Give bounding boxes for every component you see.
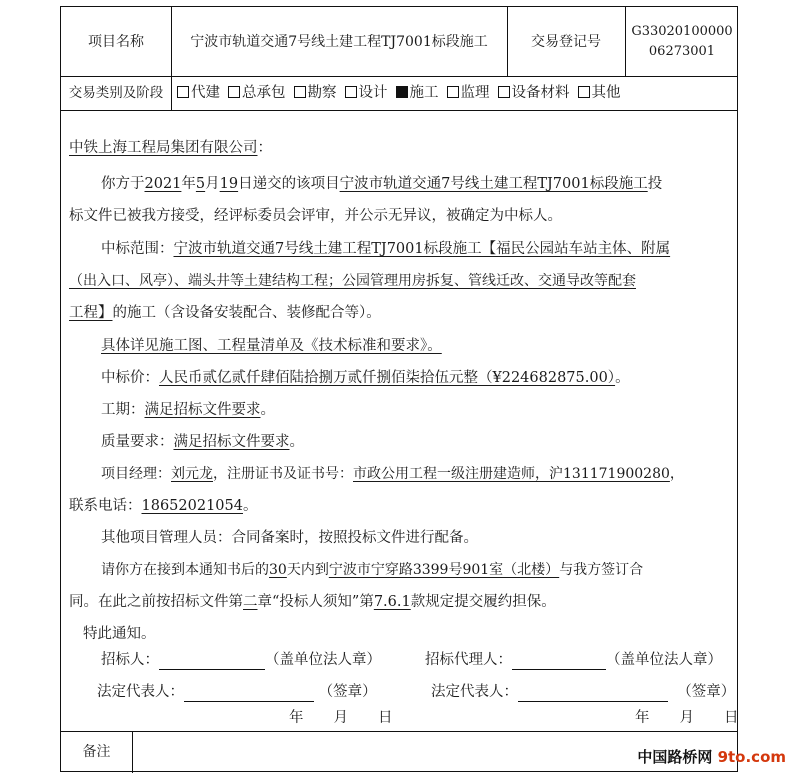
scope-line2: （出入口、风亭）、端头井等土建结构工程；公园管理用房拆复、管线迁改、交通导改等配套 xyxy=(69,273,636,289)
category-option[interactable] xyxy=(337,85,388,101)
details-line: 具体详见施工图、工程量清单及《技术标准和要求》。 xyxy=(101,338,442,354)
category-option[interactable] xyxy=(286,85,337,101)
category-option-label: 代建 xyxy=(191,85,220,101)
paragraph-submission: 你方于2021年5月19日递交的该项目宁波市轨道交通7号线土建工程TJ7001标段施工投 xyxy=(101,176,663,192)
agent-line: 招标代理人： （盖单位法人章） xyxy=(425,652,722,668)
agent-date: 年 月 日 xyxy=(635,710,739,726)
col-divider xyxy=(625,7,626,76)
row-divider xyxy=(61,110,737,111)
signing-line: 请你方在接到本通知书后的30天内到宁波市宁穿路3399号901室（北楼）与我方签订合 xyxy=(101,562,644,578)
other-staff-line: 其他项目管理人员：合同备案时，按照投标文件进行配备。 xyxy=(101,530,478,546)
project-name-label: 项目名称 xyxy=(88,33,144,50)
manager-line: 项目经理：刘元龙，注册证书及证书号：市政公用工程一级注册建造师，沪131171900280， xyxy=(101,466,684,482)
price-line: 中标价：人民币贰亿贰仟肆佰陆拾捌万贰仟捌佰柒拾伍元整（¥224682875.00）。 xyxy=(101,370,630,386)
category-label: 交易类别及阶段 xyxy=(68,85,164,101)
category-option[interactable] xyxy=(173,85,220,101)
category-option-label: 其他 xyxy=(591,85,621,101)
phone-line: 联系电话：18652021054。 xyxy=(69,498,258,514)
unchecked-box-icon[interactable] xyxy=(578,86,590,98)
category-option[interactable] xyxy=(439,85,490,101)
tenderer-date: 年 月 日 xyxy=(289,710,393,726)
notice-line: 特此通知。 xyxy=(83,626,156,642)
category-option-label: 设计 xyxy=(358,85,388,101)
category-option[interactable] xyxy=(570,85,621,101)
unchecked-box-icon[interactable] xyxy=(498,86,510,98)
checked-box-icon[interactable] xyxy=(396,86,408,98)
category-option-label: 设备材料 xyxy=(511,85,570,101)
category-option-label: 施工 xyxy=(409,85,439,101)
category-option[interactable] xyxy=(490,85,570,101)
reg-number-label: 交易登记号 xyxy=(531,33,601,50)
unchecked-box-icon[interactable] xyxy=(228,86,240,98)
unchecked-box-icon[interactable] xyxy=(177,86,189,98)
row-divider xyxy=(61,731,737,732)
col-divider xyxy=(171,7,172,110)
project-name-value: 宁波市轨道交通7号线土建工程TJ7001标段施工 xyxy=(190,33,488,50)
category-option[interactable] xyxy=(388,85,439,101)
remark-label: 备注 xyxy=(82,744,111,760)
tenderer-line: 招标人： （盖单位法人章） xyxy=(101,652,381,668)
category-option-label: 监理 xyxy=(460,85,490,101)
reg-number-value: G3302010000006273001 xyxy=(631,23,733,59)
watermark: 中国路桥网 9to.com xyxy=(637,748,786,766)
notice-form-frame xyxy=(60,6,738,772)
duration-line: 工期：满足招标文件要求。 xyxy=(101,402,275,418)
signing-line2: 同。在此之前按招标文件第二章“投标人须知”第7.6.1款规定提交履约担保。 xyxy=(69,594,556,610)
unchecked-box-icon[interactable] xyxy=(294,86,306,98)
category-option[interactable] xyxy=(220,85,286,101)
tenderer-legal-line: 法定代表人： （签章） xyxy=(97,684,377,700)
paragraph-submission-line2: 标文件已被我方接受，经评标委员会评审，并公示无异议，被确定为中标人。 xyxy=(69,208,562,224)
category-option-label: 总承包 xyxy=(242,85,286,101)
unchecked-box-icon[interactable] xyxy=(447,86,459,98)
addressee: 中铁上海工程局集团有限公司： xyxy=(69,140,272,156)
unchecked-box-icon[interactable] xyxy=(345,86,357,98)
agent-legal-line: 法定代表人： （签章） xyxy=(431,684,736,700)
col-divider xyxy=(132,731,133,773)
quality-line: 质量要求：满足招标文件要求。 xyxy=(101,434,304,450)
scope-line1: 中标范围：宁波市轨道交通7号线土建工程TJ7001标段施工【福民公园站车站主体、附属 xyxy=(101,241,671,257)
category-options xyxy=(173,83,621,103)
scope-line3: 工程】的施工（含设备安装配合、装修配合等）。 xyxy=(69,305,381,321)
category-option-label: 勘察 xyxy=(307,85,337,101)
